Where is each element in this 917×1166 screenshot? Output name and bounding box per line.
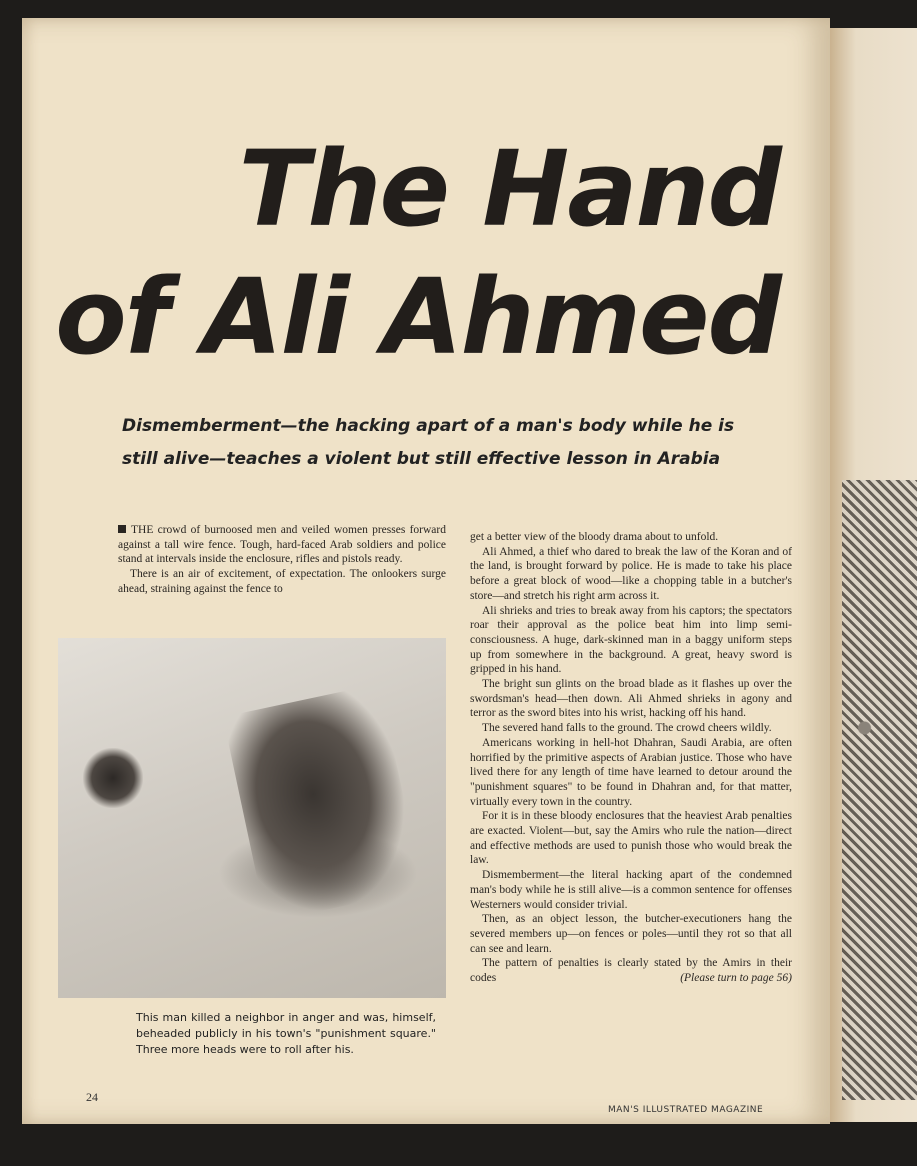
paragraph: The pattern of penalties is clearly stated by the Amirs in their codes (Please turn to page 56): [470, 957, 792, 985]
paragraph: There is an air of excitement, of expectation. The onlookers surge ahead, straining against the fence to: [118, 568, 446, 595]
paragraph: The severed hand falls to the ground. The crowd cheers wildly.: [482, 722, 772, 735]
paragraph: Americans working in hell-hot Dhahran, Saudi Arabia, are often horrified by the primitive aspects of Arabian justice. Those who have lived there for any length of time have learned to detour around the "punishment squares" to be found in Dhahran and, for that matter, virtually every town in the country.: [470, 736, 792, 808]
paragraph: Ali Ahmed, a thief who dared to break the law of the Koran and of the land, is brought forward by police. He is made to take his place before a great block of wood—like a chopping table in a butcher's store—and stretch his right arm across it.: [470, 545, 792, 602]
right-column: [470, 530, 792, 986]
subtitle: Dismemberment—the hacking apart of a man's body while he is still alive—teaches a violent but still effective lesson in Arabia: [122, 416, 735, 469]
photo-head-figure: [83, 748, 143, 808]
paragraph: Dismemberment—the literal hacking apart of the condemned man's body while he is still alive—is a common sentence for offenses Westerners would consider trivial.: [470, 869, 792, 911]
magazine-page: [22, 18, 830, 1124]
paragraph: The bright sun glints on the broad blade as it flashes up over the swordsman's head—then down. Ali Ahmed shrieks in agony and terror as the sword bites into his wrist, hacking off his hand.: [470, 678, 792, 720]
paragraph: Ali shrieks and tries to break away from his captors; the spectators roar their approval as the police beat him into limp semi-consciousness. A huge, dark-skinned man in a baggy uniform steps up from somewhere in the background. A great, heavy sword is gripped in his hand.: [470, 604, 792, 676]
headline-line-2: of Ali Ahmed: [55, 256, 780, 378]
photo-beheaded-man: [58, 638, 446, 998]
bullet-icon: [118, 525, 126, 533]
paragraph: Then, as an object lesson, the butcher-executioners hang the severed members up—on fences or poles—until they rot so that all can see and learn.: [470, 913, 792, 955]
paragraph: For it is in these bloody enclosures that the heaviest Arab penalties are exacted. Violent—but, say the Amirs who rule the nation—direct and effective methods are used to punish those who would break the law.: [470, 810, 792, 867]
photo-caption: This man killed a neighbor in anger and was, himself, beheaded publicly in his town's "punishment square." Three more heads were to roll after his.: [136, 1011, 436, 1056]
left-column: [118, 523, 446, 597]
continued-note: (Please turn to page 56): [680, 972, 792, 985]
headline-line-1: The Hand: [238, 128, 780, 250]
paragraph: THE crowd of burnoosed men and veiled women presses forward against a tall wire fence. Tough, hard-faced Arab soldiers and police stand at intervals inside the enclosure, rifles and pistols ready.: [118, 524, 446, 566]
adjacent-page-photo: [842, 480, 917, 1100]
magazine-footer: MAN'S ILLUSTRATED MAGAZINE: [608, 1105, 764, 1115]
paragraph: get a better view of the bloody drama about to unfold.: [470, 531, 719, 543]
page-number: 24: [86, 1090, 98, 1104]
